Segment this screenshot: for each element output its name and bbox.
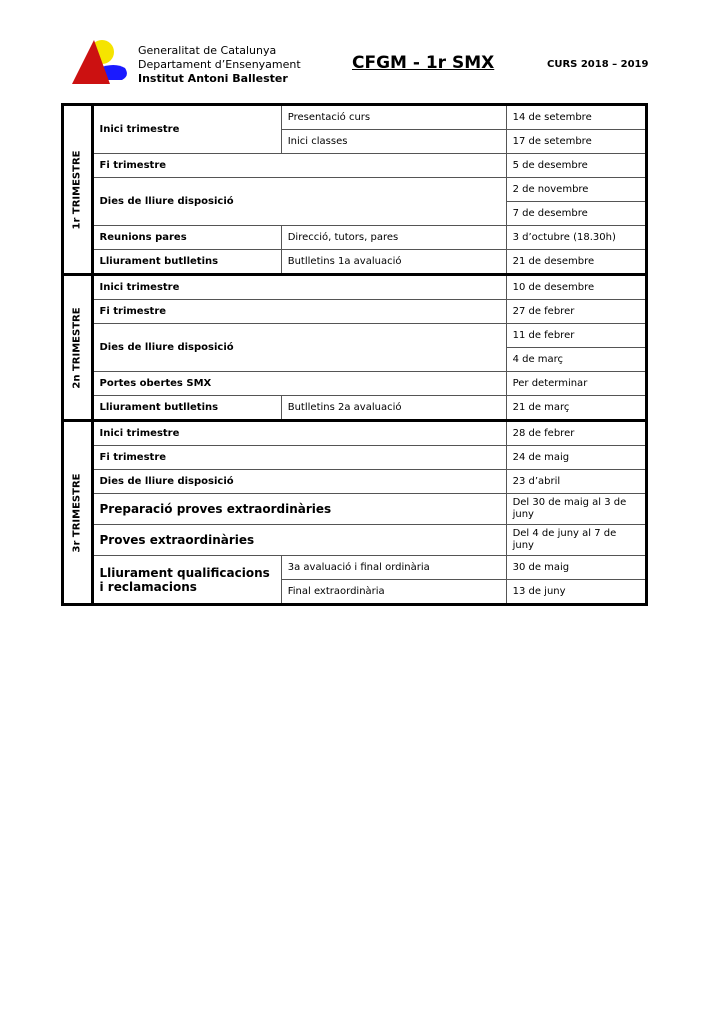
table-row	[63, 275, 647, 300]
event-date: 11 de febrer	[506, 324, 646, 348]
event-date: 10 de desembre	[506, 275, 646, 300]
table-row	[63, 372, 647, 396]
event-detail: Presentació curs	[281, 105, 506, 130]
institution-logo	[70, 38, 130, 86]
table-row	[63, 470, 647, 494]
event-date: 7 de desembre	[506, 202, 646, 226]
event-date: Del 4 de juny al 7 de juny	[506, 525, 646, 556]
course-year: CURS 2018 – 2019	[547, 59, 649, 70]
table-row	[63, 154, 647, 178]
event-label: Dies de lliure disposició	[92, 178, 506, 226]
org-line: Generalitat de Catalunya	[138, 44, 277, 57]
table-row	[63, 396, 647, 421]
event-date: 27 de febrer	[506, 300, 646, 324]
table-row	[63, 250, 647, 275]
event-detail: Inici classes	[281, 130, 506, 154]
table-row	[63, 446, 647, 470]
table-row	[63, 494, 647, 525]
event-label: Preparació proves extraordinàries	[92, 494, 506, 525]
calendar-table	[61, 103, 648, 606]
event-date: 2 de novembre	[506, 178, 646, 202]
event-label: Inici trimestre	[92, 105, 281, 154]
event-label: Reunions pares	[92, 226, 281, 250]
event-date: 21 de desembre	[506, 250, 646, 275]
event-label: Proves extraordinàries	[92, 525, 506, 556]
event-date: Per determinar	[506, 372, 646, 396]
event-date: 30 de maig	[506, 556, 646, 580]
org-line: Departament d’Ensenyament	[138, 58, 301, 71]
term-label: 2n TRIMESTRE	[63, 275, 93, 421]
event-label: Inici trimestre	[92, 275, 506, 300]
table-row	[63, 421, 647, 446]
event-date: 4 de març	[506, 348, 646, 372]
school-name: Institut Antoni Ballester	[138, 72, 288, 85]
event-date: 21 de març	[506, 396, 646, 421]
page-title: CFGM - 1r SMX	[352, 53, 495, 73]
organization-block	[138, 44, 301, 86]
event-detail: 3a avaluació i final ordinària	[281, 556, 506, 580]
event-date: 23 d’abril	[506, 470, 646, 494]
event-label: Inici trimestre	[92, 421, 506, 446]
event-date: Del 30 de maig al 3 de juny	[506, 494, 646, 525]
event-date: 17 de setembre	[506, 130, 646, 154]
table-row	[63, 178, 647, 202]
event-date: 5 de desembre	[506, 154, 646, 178]
event-date: 13 de juny	[506, 580, 646, 605]
event-date: 14 de setembre	[506, 105, 646, 130]
event-detail: Final extraordinària	[281, 580, 506, 605]
event-label: Lliurament butlletins	[92, 396, 281, 421]
table-row	[63, 525, 647, 556]
event-label: Fi trimestre	[92, 446, 506, 470]
event-label: Fi trimestre	[92, 154, 506, 178]
term-label: 1r TRIMESTRE	[63, 105, 93, 275]
table-row	[63, 300, 647, 324]
event-label: Lliurament butlletins	[92, 250, 281, 275]
table-row	[63, 105, 647, 130]
event-label: Dies de lliure disposició	[92, 470, 506, 494]
event-detail: Direcció, tutors, pares	[281, 226, 506, 250]
event-label: Lliurament qualificacions i reclamacions	[92, 556, 281, 605]
event-detail: Butlletins 2a avaluació	[281, 396, 506, 421]
table-row	[63, 226, 647, 250]
event-label: Fi trimestre	[92, 300, 506, 324]
event-label: Dies de lliure disposició	[92, 324, 506, 372]
event-detail: Butlletins 1a avaluació	[281, 250, 506, 275]
table-row	[63, 556, 647, 580]
event-date: 24 de maig	[506, 446, 646, 470]
table-row	[63, 324, 647, 348]
event-label: Portes obertes SMX	[92, 372, 506, 396]
event-date: 28 de febrer	[506, 421, 646, 446]
term-label: 3r TRIMESTRE	[63, 421, 93, 605]
event-date: 3 d’octubre (18.30h)	[506, 226, 646, 250]
